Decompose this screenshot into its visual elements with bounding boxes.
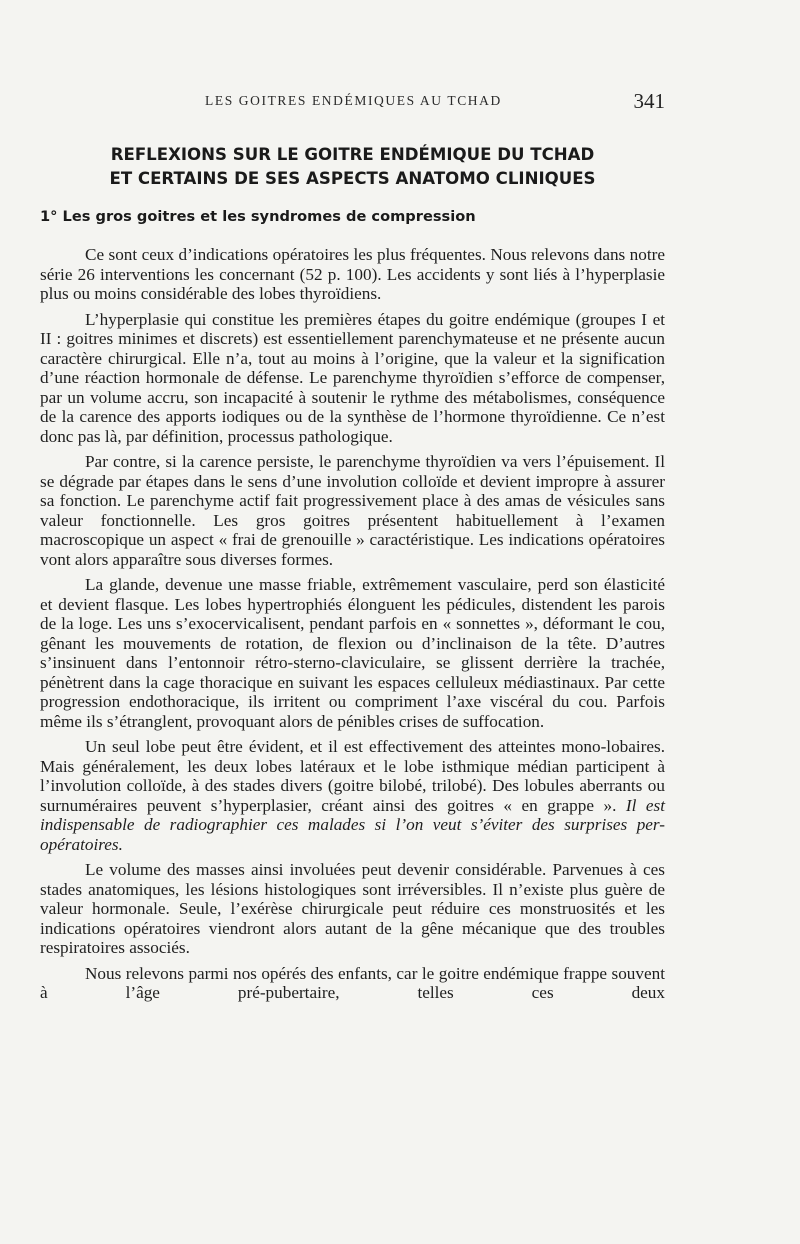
running-header [40, 89, 665, 115]
article-title-line-1: REFLEXIONS SUR LE GOITRE ENDÉMIQUE DU TCHAD [110, 145, 595, 164]
running-title: LES GOITRES ENDÉMIQUES AU TCHAD [205, 93, 502, 108]
article-title-line-2: ET CERTAINS DE SES ASPECTS ANATOMO CLINIQUES [109, 169, 596, 188]
section-heading: 1° Les gros goitres et les syndromes de compression [40, 208, 476, 225]
paragraph-2: L’hyperplasie qui constitue les premières étapes du goitre endémique (groupes I et II : goitres minimes et discrets) est essentiellement parenchymateuse et ne présente aucun caractère chirurgical. Elle n’a, tout au moins à l’origine, que la valeur et la signification d’une réaction hormonale de défense. Le parenchyme thyroïdien s’efforce de compenser, par un volume accru, son incapacité à soutenir le rythme des métabolismes, conséquence de la carence des apports iodiques ou de la synthèse de l’hormone thyroïdienne. Ce n’est donc pas là, par définition, processus pathologique. [40, 309, 665, 446]
italic-note: Il est indispensable de radiographier ces malades si l’on veut s’éviter des surprises per-opératoires. [40, 795, 666, 854]
paragraph-4: La glande, devenue une masse friable, extrêmement vasculaire, perd son élasticité et devient flasque. Les lobes hypertrophiés élonguent les pédicules, distendent les parois de la loge. Les uns s’exocervicalisent, pendant parfois en « sonnettes », déformant le cou, gênant les mouvements de rotation, de flexion ou d’inclinaison de la tête. D’autres s’insinuent dans l’entonnoir rétro-sterno-claviculaire, se glissent derrière la trachée, pénètrent dans la cage thoracique en suivant les espaces celluleux médiastinaux. Par cette progression endothoracique, ils irritent ou compriment l’axe viscéral du cou. Parfois même ils s’étranglent, provoquant alors de pénibles crises de suffocation. [40, 575, 665, 731]
paragraph-1: Ce sont ceux d’indications opératoires les plus fréquentes. Nous relevons dans notre série 26 interventions les concernant (52 p. 100). Les accidents y sont liés à l’hyperplasie plus ou moins considérable des lobes thyroïdiens. [40, 245, 665, 303]
paragraph-5 [40, 737, 665, 854]
body-text [40, 245, 665, 1009]
paragraph-7: Nous relevons parmi nos opérés des enfants, car le goitre endémique frappe souvent à l’âge pré-pubertaire, telles ces deux [40, 963, 665, 1002]
article-title [40, 143, 665, 191]
paragraph-5-text: Un seul lobe peut être évident, et il est effectivement des atteintes mono-lobaires. Mais généralement, les deux lobes latéraux et le lobe isthmique médian participent à l’involution colloïde, à des stades divers (goitre bilobé, trilobé). Des lobules aberrants ou surnuméraires peuvent s’hyperplasier, créant ainsi des goitres « en grappe ». [40, 737, 665, 815]
page-number: 341 [633, 89, 665, 113]
paragraph-6: Le volume des masses ainsi involuées peut devenir considérable. Parvenues à ces stades anatomiques, les lésions histologiques sont irréversibles. Il n’existe plus guère de valeur hormonale. Seule, l’exérèse chirurgicale peut réduire ces monstruosités et les indications opératoires viendront alors autant de la gêne mécanique que des troubles respiratoires associés. [40, 860, 665, 957]
paragraph-3: Par contre, si la carence persiste, le parenchyme thyroïdien va vers l’épuisement. Il se dégrade par étapes dans le sens d’une involution colloïde et devient impropre à assurer sa fonction. Le parenchyme actif fait progressivement place à des amas de vésicules sans valeur fonctionnelle. Les gros goitres présentent habituellement à l’examen macroscopique un aspect « frai de grenouille » caractéristique. Les indications opératoires vont alors apparaître sous diverses formes. [40, 452, 665, 569]
